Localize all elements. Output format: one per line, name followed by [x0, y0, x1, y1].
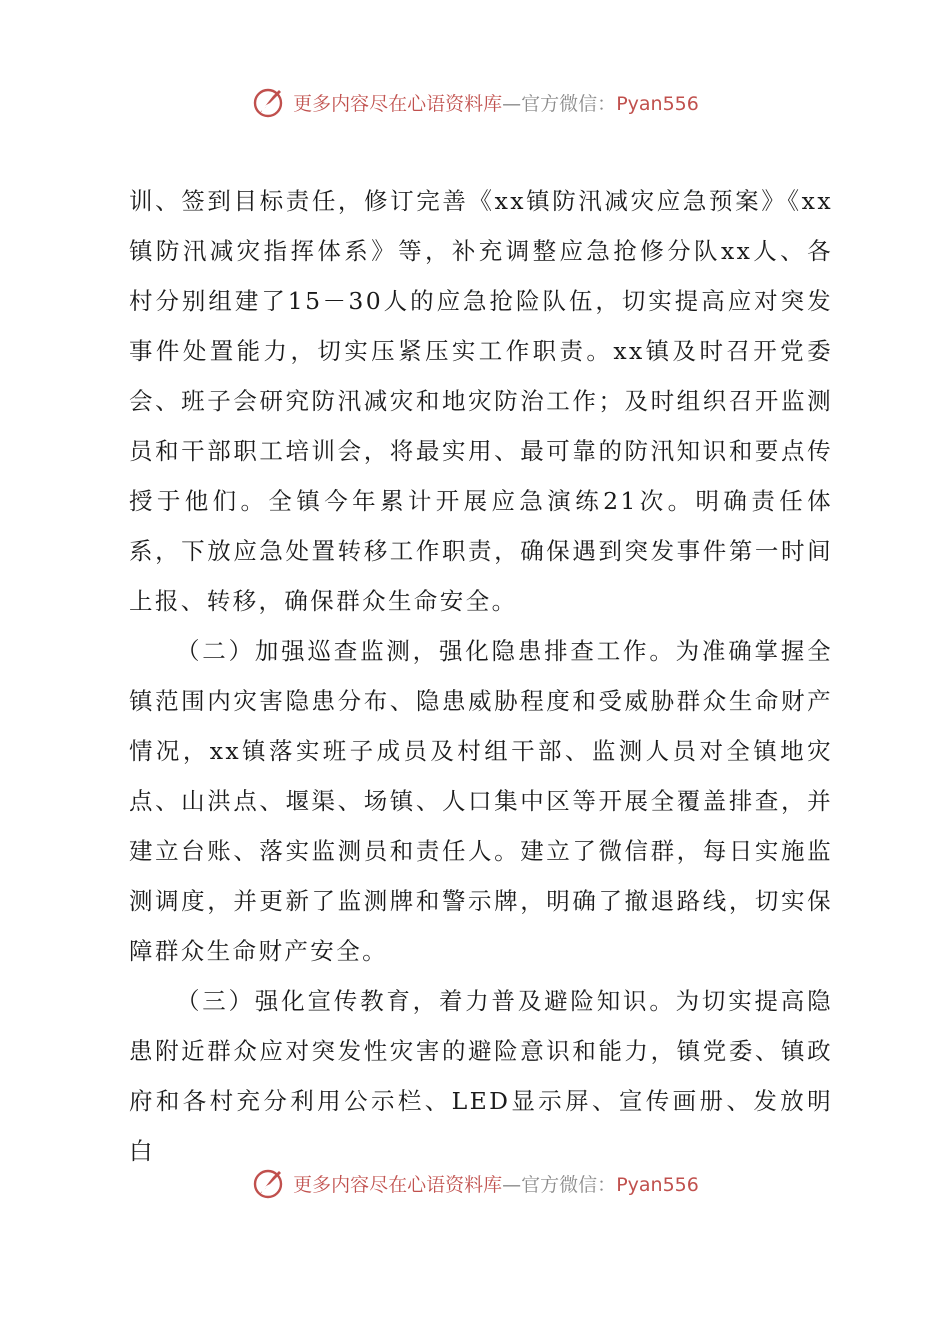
body-paragraph: （二）加强巡查监测，强化隐患排查工作。为准确掌握全镇范围内灾害隐患分布、隐患威胁程度和受威胁群众生命财产情况，xx镇落实班子成员及村组干部、监测人员对全镇地灾点、山洪点、堰渠、场镇、人口集中区等开展全覆盖排查，并建立台账、落实监测员和责任人。建立了微信群，每日实施监测调度，并更新了监测牌和警示牌，明确了撤退路线，切实保障群众生命财产安全。: [129, 637, 833, 965]
watermark-wechat-id: Pyan556: [616, 92, 699, 115]
body-paragraph: 训、签到目标责任，修订完善《xx镇防汛减灾应急预案》《xx镇防汛减灾指挥体系》等，补充调整应急抢修分队xx人、各村分别组建了15－30人的应急抢险队伍，切实提高应对突发事件处置能力，切实压紧压实工作职责。xx镇及时召开党委会、班子会研究防汛减灾和地灾防治工作；及时组织召开监测员和干部职工培训会，将最实用、最可靠的防汛知识和要点传授于他们。全镇今年累计开展应急演练21次。明确责任体系，下放应急处置转移工作职责，确保遇到突发事件第一时间上报、转移，确保群众生命安全。: [129, 187, 833, 615]
watermark-wechat-id: Pyan556: [616, 1173, 699, 1196]
pen-nib-logo-icon: [251, 84, 287, 120]
watermark-separator: —: [502, 1173, 522, 1196]
watermark-official-label: 官方微信：: [521, 1173, 617, 1196]
footer-watermark: [0, 1163, 950, 1203]
pen-nib-logo-icon: [251, 1165, 287, 1201]
watermark-separator: —: [502, 92, 522, 115]
watermark-text: [293, 89, 699, 116]
watermark-brand: 更多内容尽在心语资料库: [293, 1173, 503, 1196]
watermark-text: [293, 1170, 699, 1197]
watermark-official-label: 官方微信：: [521, 92, 617, 115]
header-watermark: [0, 82, 950, 122]
watermark-brand: 更多内容尽在心语资料库: [293, 92, 503, 115]
document-body: [129, 176, 833, 1176]
body-paragraph: （三）强化宣传教育，着力普及避险知识。为切实提高隐患附近群众应对突发性灾害的避险意识和能力，镇党委、镇政府和各村充分利用公示栏、LED显示屏、宣传画册、发放明白: [129, 987, 833, 1165]
